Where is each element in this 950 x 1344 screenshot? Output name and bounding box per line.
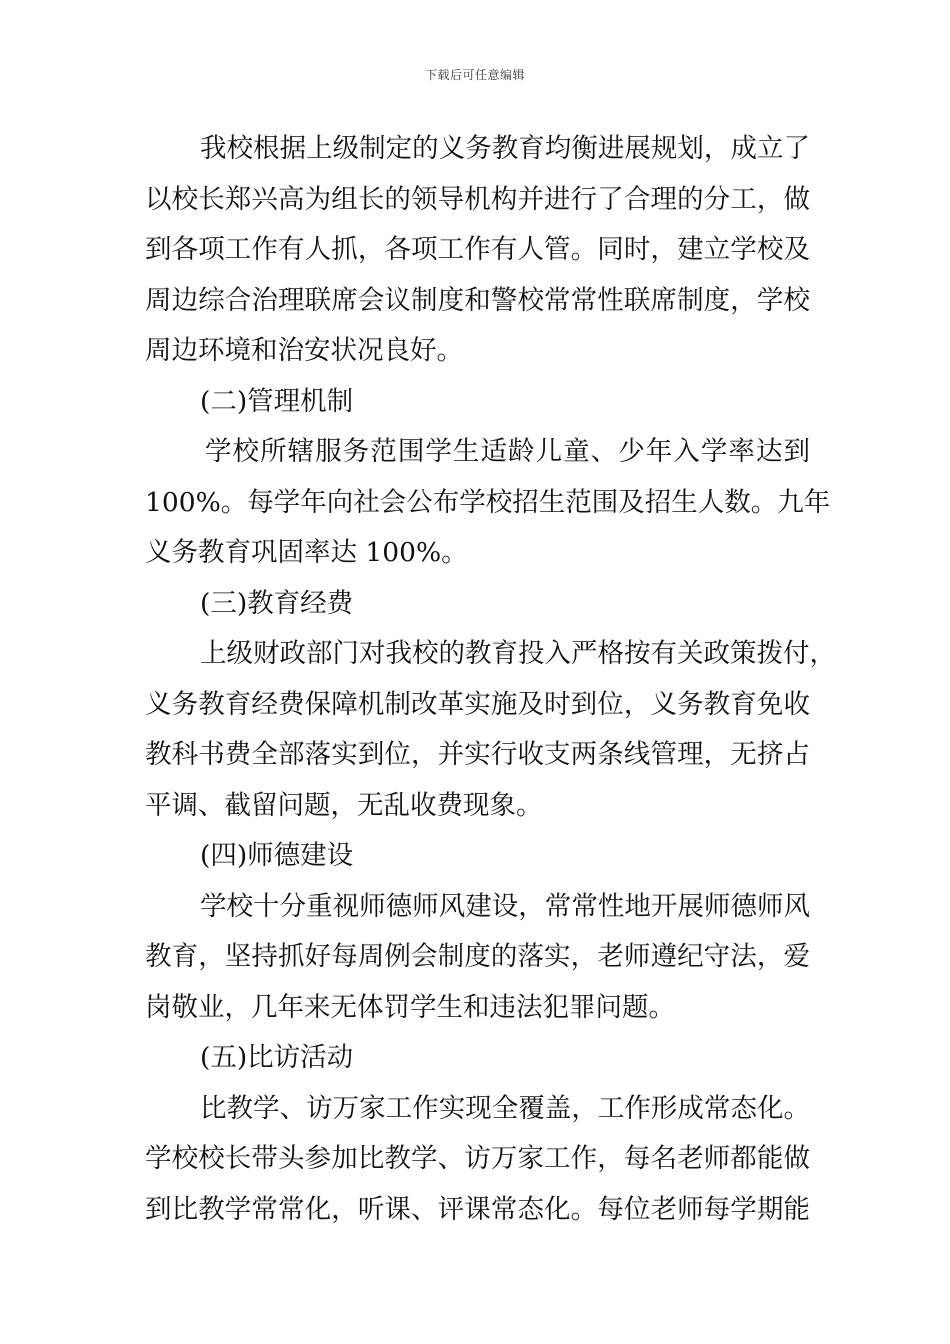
paragraph-line: 平调、截留问题，无乱收费现象。 bbox=[145, 789, 543, 821]
paragraph-line: 我校根据上级制定的义务教育均衡进展规划，成立了 bbox=[200, 133, 810, 164]
paragraph-line: 100%。每学年向社会公布学校招生范围及招生人数。九年 bbox=[145, 486, 831, 518]
paragraph-line: 教科书费全部落实到位，并实行收支两条线管理，无挤占 bbox=[145, 739, 810, 770]
paragraph-line: 教育，坚持抓好每周例会制度的落实，老师遵纪守法，爱 bbox=[145, 941, 810, 972]
paragraph-line: 学校十分重视师德师风建设，常常性地开展师德师风 bbox=[200, 890, 810, 922]
paragraph-line: 岗敬业，几年来无体罚学生和违法犯罪问题。 bbox=[145, 991, 675, 1023]
paragraph-line: 周边环境和治安状况良好。 bbox=[145, 335, 463, 366]
section-heading: (二)管理机制 bbox=[200, 385, 354, 417]
paragraph-line: 到比教学常常化，听课、评课常态化。每位老师每学期能 bbox=[145, 1193, 810, 1225]
paragraph-line: 上级财政部门对我校的教育投入严格按有关政策拨付， bbox=[200, 638, 836, 669]
page-header: 下载后可任意编辑 bbox=[424, 68, 525, 82]
section-heading: (三)教育经费 bbox=[200, 587, 354, 619]
paragraph-line: 学校校长带头参加比教学、访万家工作，每名老师都能做 bbox=[145, 1143, 810, 1174]
paragraph-line: 周边综合治理联席会议制度和警校常常性联席制度，学校 bbox=[145, 284, 810, 316]
section-heading: (五)比访活动 bbox=[200, 1042, 354, 1073]
paragraph-line: 学校所辖服务范围学生适龄儿童、少年入学率达到 bbox=[205, 436, 810, 467]
document-body bbox=[145, 124, 836, 1235]
paragraph-line: 义务教育巩固率达 100%。 bbox=[145, 537, 468, 568]
section-heading: (四)师德建设 bbox=[200, 840, 354, 871]
paragraph-line: 以校长郑兴高为组长的领导机构并进行了合理的分工，做 bbox=[145, 183, 810, 215]
paragraph-line: 义务教育经费保障机制改革实施及时到位，义务教育免收 bbox=[145, 688, 810, 720]
paragraph-line: 比教学、访万家工作实现全覆盖，工作形成常态化。 bbox=[200, 1092, 810, 1124]
paragraph-line: 到各项工作有人抓，各项工作有人管。同时，建立学校及 bbox=[145, 234, 810, 265]
